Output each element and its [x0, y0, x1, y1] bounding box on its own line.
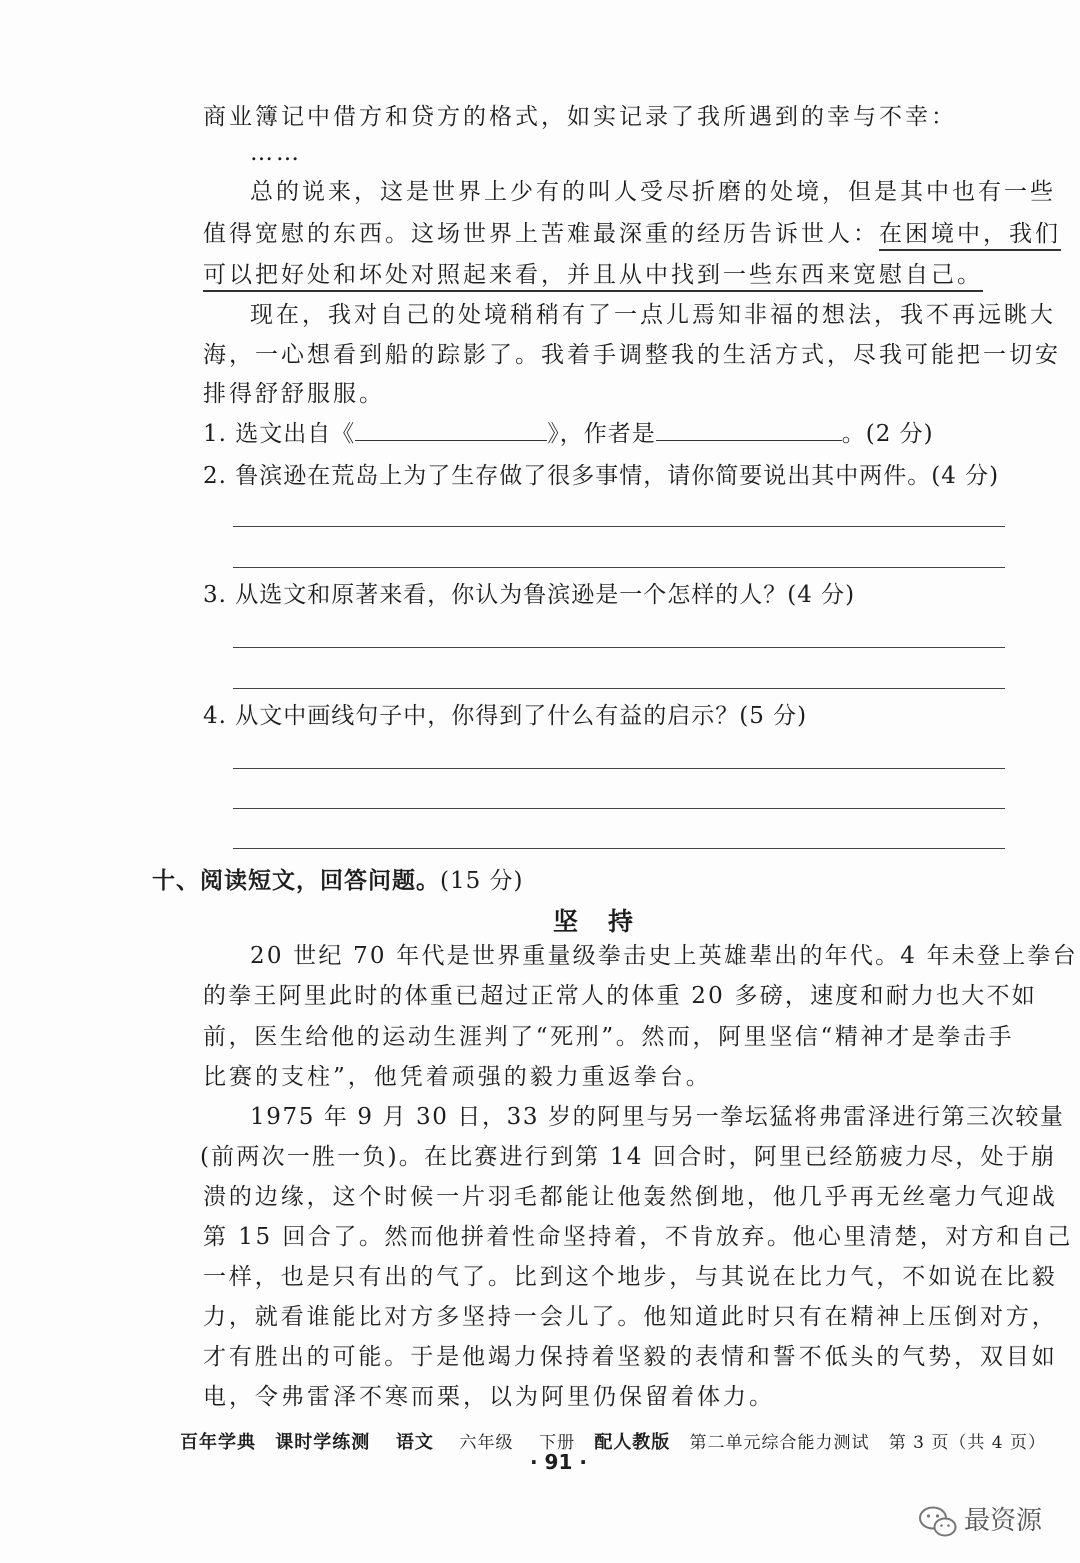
passage1-line: [203, 259, 983, 291]
answer-line[interactable]: [233, 567, 1005, 568]
question-2: 2. 鲁滨逊在荒岛上为了生存做了很多事情，请你简要说出其中两件。(4 分): [203, 463, 1000, 489]
passage2-line: 溃的边缘，这个时候一片羽毛都能让他轰然倒地，他几乎再无丝毫力气迎战: [203, 1184, 1058, 1210]
question-text: 》，作者是: [547, 421, 656, 447]
book-title-blank[interactable]: [355, 418, 547, 441]
passage2-line: 比赛的支柱”，他凭着顽强的毅力重返拳台。: [203, 1064, 712, 1090]
passage1-line: 商业簿记中借方和贷方的格式，如实记录了我所遇到的幸与不幸：: [203, 104, 957, 130]
passage1-line: [203, 218, 1061, 250]
underlined-sentence: 可以把好处和坏处对照起来看，并且从中找到一些东西来宽慰自己。: [203, 262, 983, 292]
watermark: [918, 1500, 1042, 1539]
passage2-line: (前两次一胜一负)。在比赛进行到第 14 回合时，阿里已经筋疲力尽，处于崩: [200, 1144, 1057, 1170]
section-heading: [152, 862, 524, 895]
answer-line[interactable]: [233, 526, 1005, 527]
answer-line[interactable]: [233, 848, 1005, 849]
answer-line[interactable]: [233, 688, 1005, 689]
passage1-line: 总的说来，这是世界上少有的叫人受尽折磨的处境，但是其中也有一些: [250, 179, 1056, 205]
question-4: 4. 从文中画线句子中，你得到了什么有益的启示？(5 分): [203, 703, 808, 729]
passage1-line: 现在，我对自己的处境稍稍有了一点儿焉知非福的想法，我不再远眺大: [250, 302, 1056, 328]
footer-page-info: 第 3 页（共 4 页）: [888, 1433, 1046, 1453]
footer-subject: 语文: [395, 1432, 434, 1453]
footer-volume: 下册: [539, 1433, 576, 1453]
underlined-sentence: 在困境中，我们: [879, 221, 1061, 251]
passage2-line: 一样，也是只有出的气了。比到这个地步，与其说在比力气，不如说在比毅: [203, 1264, 1058, 1290]
footer-edition: 配人教版: [594, 1432, 671, 1453]
footer-brand: 百年学典: [180, 1432, 256, 1453]
section-label: 十、阅读短文，回答问题。: [152, 868, 440, 894]
ellipsis: ……: [250, 140, 302, 166]
question-text: 。(2 分): [841, 421, 934, 447]
passage2-line: 电，令弗雷泽不寒而栗，以为阿里仍保留着体力。: [203, 1384, 775, 1410]
passage2-line: 1975 年 9 月 30 日，33 岁的阿里与另一拳坛猛将弗雷泽进行第三次较量: [250, 1104, 1065, 1130]
answer-line[interactable]: [233, 808, 1005, 809]
passage-title: 坚持: [553, 907, 664, 936]
footer-series: 课时学练测: [275, 1432, 371, 1453]
passage2-line: 20 世纪 70 年代是世界重量级拳击史上英雄辈出的年代。4 年未登上拳台: [250, 943, 1078, 969]
passage1-text: 值得宽慰的东西。这场世界上苦难最深重的经历告诉世人：: [203, 221, 879, 247]
passage2-line: 第 15 回合了。然而他拼着性命坚持着，不肯放弃。他心里清楚，对方和自己: [203, 1224, 1073, 1250]
question-1: [203, 418, 934, 450]
page-number: · 91 ·: [530, 1450, 587, 1474]
passage1-line: 排得舒舒服服。: [203, 381, 385, 407]
section-points: (15 分): [440, 868, 524, 894]
footer-grade: 六年级: [459, 1433, 514, 1453]
author-blank[interactable]: [656, 418, 842, 441]
watermark-text: 最资源: [964, 1506, 1043, 1536]
answer-line[interactable]: [233, 768, 1005, 769]
answer-line[interactable]: [233, 647, 1005, 648]
passage2-line: 力，就看谁能比对方多坚持一会儿了。他知道此时只有在精神上压倒对方，: [203, 1304, 1058, 1330]
question-3: 3. 从选文和原著来看，你认为鲁滨逊是一个怎样的人？(4 分): [203, 582, 856, 608]
passage2-line: 的拳王阿里此时的体重已超过正常人的体重 20 多磅，速度和耐力也大不如: [203, 983, 1037, 1009]
footer-test: 第二单元综合能力测试: [689, 1433, 870, 1453]
passage1-line: 海，一心想看到船的踪影了。我着手调整我的生活方式，尽我可能把一切安: [203, 342, 1061, 368]
passage2-line: 才有胜出的可能。于是他竭力保持着坚毅的表情和誓不低头的气势，双目如: [203, 1344, 1058, 1370]
page-footer: [180, 1428, 1046, 1454]
question-text: 1. 选文出自《: [203, 421, 356, 447]
wechat-icon: [918, 1505, 958, 1539]
passage2-line: 前，医生给他的运动生涯判了“死刑”。然而，阿里坚信“精神才是拳击手: [203, 1024, 1015, 1050]
